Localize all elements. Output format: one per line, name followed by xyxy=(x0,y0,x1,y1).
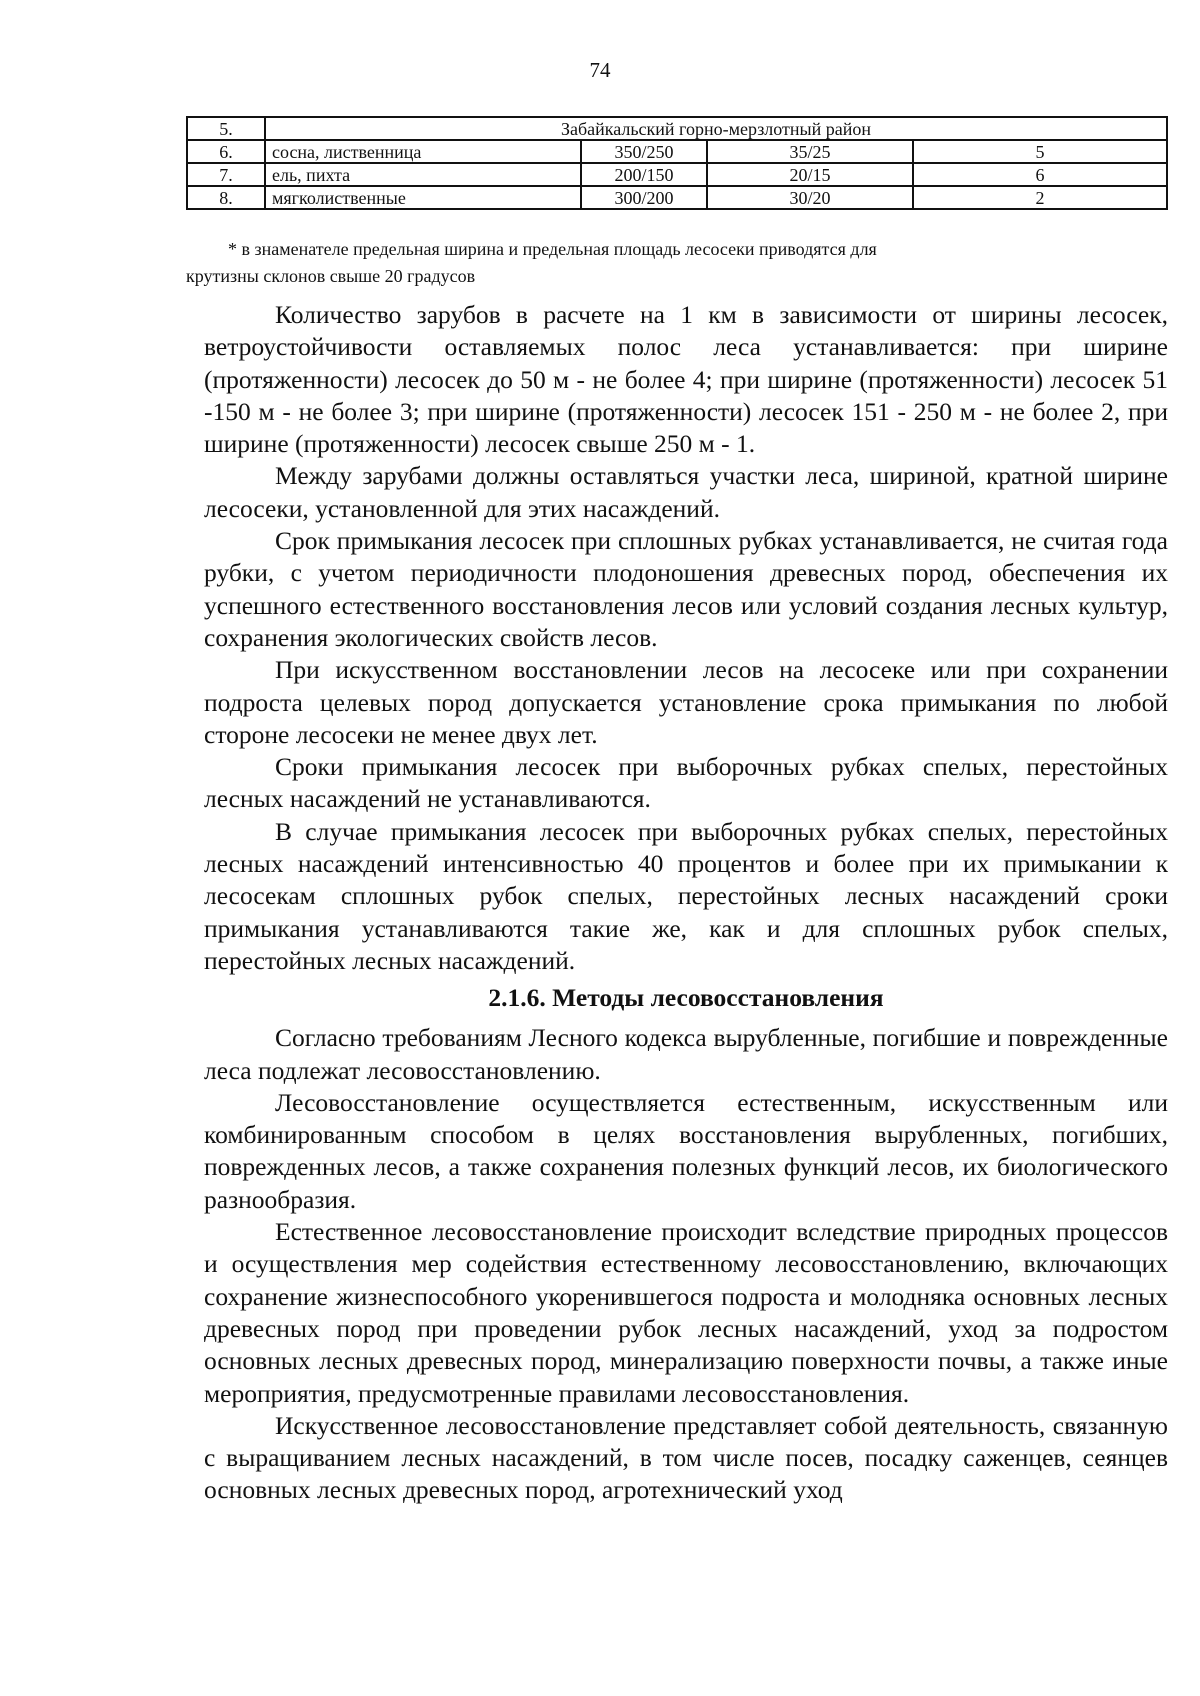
species-cell: мягколиственные xyxy=(265,186,581,209)
table-row xyxy=(187,186,1167,209)
area-cell: 20/15 xyxy=(707,163,913,186)
species-cell: ель, пихта xyxy=(265,163,581,186)
table-row xyxy=(187,140,1167,163)
table-row xyxy=(187,117,1167,140)
species-cell: сосна, лиственница xyxy=(265,140,581,163)
footnote-line: * в знаменателе предельная ширина и предельная площадь лесосеки приводятся для xyxy=(228,239,877,259)
paragraph: Согласно требованиям Лесного кодекса вырубленные, погибшие и поврежденные леса подлежат лесовосстановлению. xyxy=(204,1023,1168,1085)
row-number: 5. xyxy=(187,117,265,140)
paragraph: В случае примыкания лесосек при выборочных рубках спелых, перестойных лесных насаждений интенсивностью 40 процентов и более при их примыкании к лесосекам сплошных рубок спелых, перестойных лесных насаждений сроки примыкания устанавливаются такие же, как и для сплошных рубок спелых, перестойных лесных насаждений. xyxy=(204,816,1168,975)
paragraph: Сроки примыкания лесосек при выборочных рубках спелых, перестойных лесных насаждений не устанавливаются. xyxy=(204,752,1168,814)
paragraph: Естественное лесовосстановление происходит вследствие природных процессов и осуществления мер содействия естественному лесовосстановлению, включающих сохранение жизнеспособного укоренившегося подроста и молодняка основных лесных древесных пород при проведении рубок лесных насаждений, уход за подростом основных лесных древесных пород, минерализацию поверхности почвы, а также иные мероприятия, предусмотренные правилами лесовосстановления. xyxy=(204,1217,1168,1408)
forest-table xyxy=(186,116,1168,210)
width-cell: 200/150 xyxy=(581,163,707,186)
table-footnote xyxy=(186,236,1168,290)
paragraph: Между зарубами должны оставляться участки леса, шириной, кратной ширине лесосеки, установленной для этих насаждений. xyxy=(204,461,1168,523)
area-cell: 35/25 xyxy=(707,140,913,163)
footnote-line: крутизны склонов свыше 20 градусов xyxy=(186,266,476,286)
paragraph: Срок примыкания лесосек при сплошных рубках устанавливается, не считая года рубки, с учетом периодичности плодоношения древесных пород, обеспечения их успешного естественного восстановления лесов или условий создания лесных культур, сохранения экологических свойств лесов. xyxy=(204,526,1168,652)
region-header: Забайкальский горно-мерзлотный район xyxy=(265,117,1167,140)
area-cell: 30/20 xyxy=(707,186,913,209)
body-text xyxy=(204,299,1168,1507)
term-cell: 2 xyxy=(913,186,1167,209)
page-number: 74 xyxy=(589,58,611,82)
row-number: 6. xyxy=(187,140,265,163)
row-number: 8. xyxy=(187,186,265,209)
paragraph: При искусственном восстановлении лесов на лесосеке или при сохранении подроста целевых пород допускается установление срока примыкания по любой стороне лесосеки не менее двух лет. xyxy=(204,655,1168,749)
width-cell: 350/250 xyxy=(581,140,707,163)
paragraph: Искусственное лесовосстановление представляет собой деятельность, связанную с выращиванием лесных насаждений, в том числе посев, посадку саженцев, сеянцев основных лесных древесных пород, агротехнический уход xyxy=(204,1410,1168,1505)
term-cell: 6 xyxy=(913,163,1167,186)
row-number: 7. xyxy=(187,163,265,186)
paragraph: Количество зарубов в расчете на 1 км в зависимости от ширины лесосек, ветроустойчивости оставляемых полос леса устанавливается: при ширине (протяженности) лесосек до 50 м - не более 4; при ширине (протяженности) лесосек 51 -150 м - не более 3; при ширине (протяженности) лесосек 151 - 250 м - не более 2, при ширине (протяженности) лесосек свыше 250 м - 1. xyxy=(204,300,1168,459)
section-title: 2.1.6. Методы лесовосстановления xyxy=(488,983,884,1013)
term-cell: 5 xyxy=(913,140,1167,163)
paragraph: Лесовосстановление осуществляется естественным, искусственным или комбинированным способом в целях восстановления вырубленных, погибших, поврежденных лесов, а также сохранения полезных функций лесов, их биологического разнообразия. xyxy=(204,1087,1168,1214)
width-cell: 300/200 xyxy=(581,186,707,209)
table-row xyxy=(187,163,1167,186)
